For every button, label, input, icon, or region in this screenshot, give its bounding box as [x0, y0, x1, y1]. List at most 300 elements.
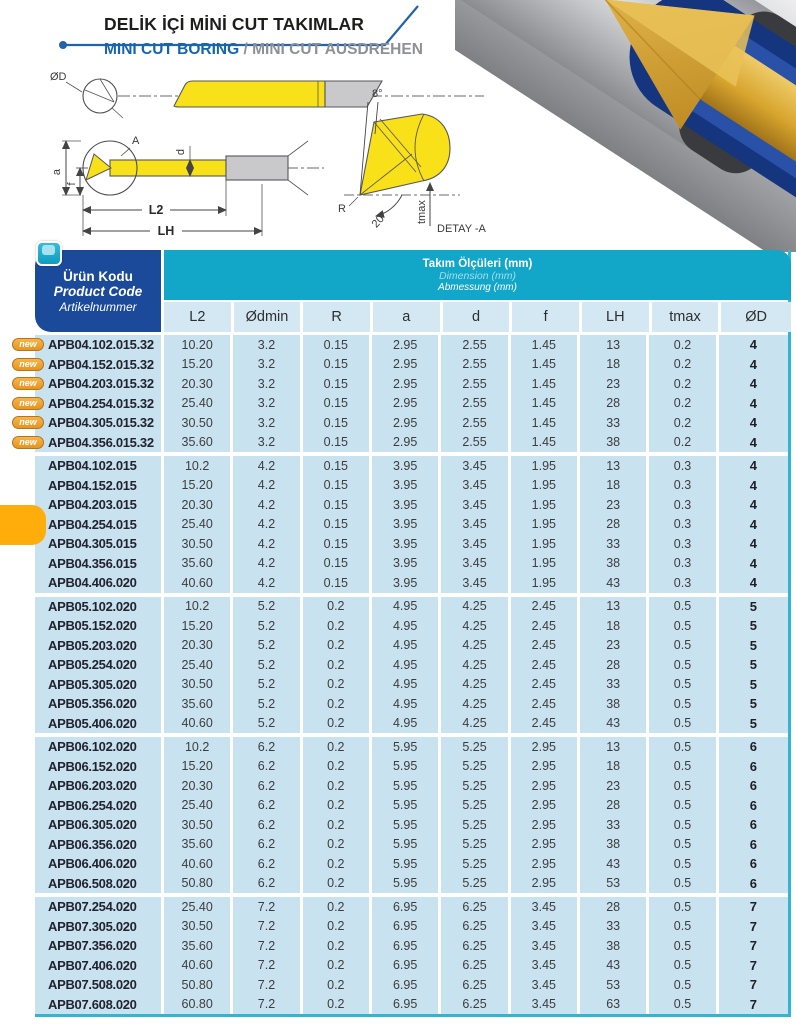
- value-cell-a: 6.95: [372, 975, 441, 995]
- value-cell-ødmin: 5.2: [233, 655, 302, 675]
- value-cell-f: 2.95: [511, 737, 580, 757]
- value-cell-ød: 4: [719, 515, 788, 535]
- value-cell-l2: 10.2: [164, 597, 233, 617]
- value-cell-f: 3.45: [511, 917, 580, 937]
- value-cell-r: 0.15: [303, 335, 372, 355]
- value-cell-lh: 18: [580, 616, 649, 636]
- value-cell-ødmin: 6.2: [233, 776, 302, 796]
- product-header-en: Product Code: [53, 283, 143, 299]
- value-cell-tmax: 0.3: [649, 534, 718, 554]
- value-cell-l2: 25.40: [164, 897, 233, 917]
- value-cell-a: 4.95: [372, 675, 441, 695]
- value-cell-tmax: 0.3: [649, 515, 718, 535]
- value-cell-lh: 28: [580, 796, 649, 816]
- value-cell-tmax: 0.5: [649, 796, 718, 816]
- product-code: APB05.406.020: [48, 715, 137, 731]
- value-cell-ødmin: 5.2: [233, 714, 302, 734]
- value-cell-ød: 5: [719, 616, 788, 636]
- product-code: APB07.356.020: [48, 938, 137, 954]
- value-cell-r: 0.15: [303, 554, 372, 574]
- value-cell-l2: 35.60: [164, 936, 233, 956]
- value-cell-l2: 30.50: [164, 815, 233, 835]
- value-cell-f: 3.45: [511, 956, 580, 976]
- value-cell-ød: 5: [719, 675, 788, 695]
- value-cell-l2: 15.20: [164, 355, 233, 375]
- value-cell-lh: 23: [580, 495, 649, 515]
- value-cell-l2: 35.60: [164, 835, 233, 855]
- value-cell-r: 0.2: [303, 714, 372, 734]
- table-row: [35, 835, 788, 855]
- product-code-cell: [19, 413, 164, 433]
- product-code: APB07.508.020: [48, 977, 137, 993]
- value-cell-ød: 4: [719, 573, 788, 593]
- value-cell-a: 4.95: [372, 616, 441, 636]
- product-code: APB04.203.015: [48, 497, 137, 513]
- value-cell-ød: 4: [719, 374, 788, 394]
- value-cell-ød: 6: [719, 776, 788, 796]
- radius-label: R: [338, 203, 346, 215]
- value-cell-tmax: 0.5: [649, 936, 718, 956]
- value-cell-d: 4.25: [441, 636, 510, 656]
- value-cell-ød: 4: [719, 433, 788, 453]
- table-row: [35, 874, 788, 894]
- product-code-cell: [35, 534, 164, 554]
- value-cell-l2: 15.20: [164, 757, 233, 777]
- product-code-cell: [35, 737, 164, 757]
- value-cell-tmax: 0.3: [649, 554, 718, 574]
- dimension-header-en: Dimension (mm): [438, 269, 516, 282]
- value-cell-ødmin: 3.2: [233, 413, 302, 433]
- value-cell-tmax: 0.5: [649, 854, 718, 874]
- value-cell-d: 4.25: [441, 597, 510, 617]
- product-code: APB07.608.020: [48, 996, 137, 1012]
- value-cell-d: 3.45: [441, 495, 510, 515]
- value-cell-lh: 23: [580, 776, 649, 796]
- value-cell-lh: 33: [580, 815, 649, 835]
- value-cell-f: 3.45: [511, 975, 580, 995]
- product-code-cell: [35, 714, 164, 734]
- value-cell-r: 0.2: [303, 737, 372, 757]
- product-code-cell: [35, 776, 164, 796]
- product-code: APB04.152.015.32: [48, 356, 154, 372]
- value-cell-ød: 7: [719, 897, 788, 917]
- value-cell-lh: 13: [580, 335, 649, 355]
- value-cell-tmax: 0.2: [649, 335, 718, 355]
- value-cell-ødmin: 6.2: [233, 796, 302, 816]
- dim-l2-label: L2: [148, 203, 164, 217]
- value-cell-f: 2.45: [511, 597, 580, 617]
- value-cell-d: 3.45: [441, 573, 510, 593]
- dimension-header-tr: Takım Ölçüleri (mm): [422, 257, 533, 270]
- product-code-cell: [35, 917, 164, 937]
- value-cell-tmax: 0.3: [649, 495, 718, 515]
- value-cell-d: 5.25: [441, 854, 510, 874]
- dimension-header: [164, 250, 791, 300]
- value-cell-a: 2.95: [372, 374, 441, 394]
- column-header-odmin: Ødmin: [234, 302, 304, 332]
- value-cell-r: 0.2: [303, 995, 372, 1015]
- value-cell-r: 0.2: [303, 815, 372, 835]
- value-cell-ød: 7: [719, 975, 788, 995]
- value-cell-ød: 5: [719, 636, 788, 656]
- value-cell-tmax: 0.5: [649, 655, 718, 675]
- value-cell-r: 0.2: [303, 975, 372, 995]
- product-code: APB05.254.020: [48, 657, 137, 673]
- value-cell-lh: 33: [580, 675, 649, 695]
- value-cell-lh: 28: [580, 515, 649, 535]
- value-cell-d: 5.25: [441, 815, 510, 835]
- product-code: APB06.356.020: [48, 836, 137, 852]
- product-code-cell: [35, 815, 164, 835]
- value-cell-d: 2.55: [441, 374, 510, 394]
- value-cell-ødmin: 3.2: [233, 374, 302, 394]
- page-subtitle: [104, 41, 423, 59]
- value-cell-tmax: 0.3: [649, 573, 718, 593]
- value-cell-f: 2.95: [511, 815, 580, 835]
- product-code-cell: [35, 573, 164, 593]
- value-cell-d: 6.25: [441, 956, 510, 976]
- value-cell-l2: 25.40: [164, 655, 233, 675]
- product-code: APB06.508.020: [48, 875, 137, 891]
- value-cell-lh: 38: [580, 433, 649, 453]
- value-cell-a: 2.95: [372, 433, 441, 453]
- value-cell-tmax: 0.3: [649, 456, 718, 476]
- value-cell-ød: 7: [719, 995, 788, 1015]
- value-cell-d: 3.45: [441, 456, 510, 476]
- value-cell-ød: 5: [719, 694, 788, 714]
- product-code-cell: [19, 374, 164, 394]
- value-cell-r: 0.2: [303, 796, 372, 816]
- value-cell-r: 0.15: [303, 413, 372, 433]
- value-cell-lh: 13: [580, 597, 649, 617]
- table-row: [35, 456, 788, 476]
- new-badge: new: [12, 436, 44, 449]
- value-cell-r: 0.15: [303, 476, 372, 496]
- product-code: APB05.152.020: [48, 618, 137, 634]
- value-cell-l2: 40.60: [164, 956, 233, 976]
- value-cell-d: 4.25: [441, 616, 510, 636]
- value-cell-lh: 53: [580, 975, 649, 995]
- value-cell-r: 0.15: [303, 573, 372, 593]
- value-cell-d: 2.55: [441, 335, 510, 355]
- value-cell-ød: 5: [719, 655, 788, 675]
- value-cell-ød: 6: [719, 737, 788, 757]
- value-cell-ødmin: 7.2: [233, 956, 302, 976]
- table-row: [35, 534, 788, 554]
- value-cell-r: 0.2: [303, 956, 372, 976]
- detail-marker-label: A: [132, 135, 140, 147]
- value-cell-ød: 7: [719, 936, 788, 956]
- value-cell-a: 3.95: [372, 456, 441, 476]
- product-code: APB04.356.015.32: [48, 434, 154, 450]
- value-cell-tmax: 0.2: [649, 413, 718, 433]
- od-label: ØD: [50, 71, 67, 83]
- table-row: [35, 476, 788, 496]
- value-cell-lh: 33: [580, 413, 649, 433]
- value-cell-ødmin: 5.2: [233, 597, 302, 617]
- value-cell-l2: 10.2: [164, 456, 233, 476]
- value-cell-a: 2.95: [372, 394, 441, 414]
- column-header-f: f: [512, 302, 582, 332]
- value-cell-l2: 20.30: [164, 495, 233, 515]
- subtitle-german: MINI CUT AUSDREHEN: [252, 41, 423, 58]
- value-cell-ødmin: 4.2: [233, 534, 302, 554]
- product-header-de: Artikelnummer: [59, 299, 137, 314]
- value-cell-a: 5.95: [372, 757, 441, 777]
- value-cell-f: 1.95: [511, 573, 580, 593]
- value-cell-ød: 4: [719, 335, 788, 355]
- product-code-cell: [35, 995, 164, 1015]
- product-code: APB06.102.020: [48, 739, 137, 755]
- value-cell-a: 4.95: [372, 694, 441, 714]
- value-cell-ødmin: 5.2: [233, 694, 302, 714]
- product-code-cell: [35, 936, 164, 956]
- dim-a-label: a: [51, 168, 63, 176]
- value-cell-ødmin: 4.2: [233, 476, 302, 496]
- product-code-cell: [19, 394, 164, 414]
- clip-tab-icon: [36, 241, 62, 266]
- product-code-cell: [19, 355, 164, 375]
- value-cell-a: 3.95: [372, 554, 441, 574]
- product-code: APB04.305.015: [48, 536, 137, 552]
- value-cell-f: 1.45: [511, 433, 580, 453]
- value-cell-d: 2.55: [441, 413, 510, 433]
- value-cell-a: 6.95: [372, 995, 441, 1015]
- value-cell-r: 0.2: [303, 776, 372, 796]
- product-code-cell: [35, 874, 164, 894]
- value-cell-lh: 43: [580, 956, 649, 976]
- product-code: APB07.305.020: [48, 918, 137, 934]
- value-cell-l2: 35.60: [164, 433, 233, 453]
- value-cell-lh: 18: [580, 757, 649, 777]
- value-cell-r: 0.15: [303, 374, 372, 394]
- value-cell-f: 1.45: [511, 394, 580, 414]
- page-title: DELİK İÇİ MİNİ CUT TAKIMLAR: [104, 14, 364, 34]
- product-code: APB05.356.020: [48, 696, 137, 712]
- table-row: [35, 616, 788, 636]
- new-badge: new: [12, 377, 44, 390]
- value-cell-d: 4.25: [441, 694, 510, 714]
- value-cell-ødmin: 5.2: [233, 636, 302, 656]
- dim-f-label: f: [66, 182, 78, 186]
- value-cell-lh: 38: [580, 554, 649, 574]
- value-cell-a: 3.95: [372, 495, 441, 515]
- value-cell-r: 0.2: [303, 597, 372, 617]
- table-row: [35, 995, 788, 1015]
- table-row: [35, 737, 788, 757]
- value-cell-l2: 40.60: [164, 854, 233, 874]
- value-cell-d: 2.55: [441, 433, 510, 453]
- table-row: [35, 597, 788, 617]
- value-cell-d: 5.25: [441, 796, 510, 816]
- value-cell-d: 5.25: [441, 835, 510, 855]
- value-cell-f: 1.45: [511, 374, 580, 394]
- value-cell-tmax: 0.5: [649, 714, 718, 734]
- table-row: [35, 573, 788, 593]
- column-header-lh: LH: [582, 302, 652, 332]
- column-header-l2: L2: [164, 302, 234, 332]
- subtitle-english: MINI CUT BORING: [104, 41, 240, 58]
- dimension-table: [19, 250, 791, 1017]
- table-row: [35, 917, 788, 937]
- value-cell-d: 6.25: [441, 936, 510, 956]
- value-cell-f: 2.95: [511, 757, 580, 777]
- table-row: [35, 796, 788, 816]
- value-cell-d: 3.45: [441, 476, 510, 496]
- value-cell-l2: 20.30: [164, 374, 233, 394]
- value-cell-f: 3.45: [511, 995, 580, 1015]
- value-cell-ød: 5: [719, 597, 788, 617]
- value-cell-ød: 4: [719, 495, 788, 515]
- product-code-cell: [35, 636, 164, 656]
- value-cell-a: 2.95: [372, 335, 441, 355]
- value-cell-tmax: 0.2: [649, 355, 718, 375]
- value-cell-lh: 13: [580, 456, 649, 476]
- value-cell-tmax: 0.5: [649, 995, 718, 1015]
- value-cell-lh: 28: [580, 897, 649, 917]
- value-cell-tmax: 0.5: [649, 616, 718, 636]
- page-index-tab: [0, 505, 46, 545]
- value-cell-ødmin: 7.2: [233, 975, 302, 995]
- value-cell-ødmin: 4.2: [233, 573, 302, 593]
- column-header-r: R: [303, 302, 373, 332]
- table-row: [35, 975, 788, 995]
- value-cell-f: 2.95: [511, 796, 580, 816]
- value-cell-lh: 23: [580, 374, 649, 394]
- value-cell-l2: 10.2: [164, 737, 233, 757]
- table-row: [35, 776, 788, 796]
- value-cell-ødmin: 3.2: [233, 355, 302, 375]
- value-cell-f: 1.95: [511, 495, 580, 515]
- value-cell-lh: 38: [580, 835, 649, 855]
- value-cell-ød: 7: [719, 956, 788, 976]
- table-row: [35, 714, 788, 734]
- value-cell-d: 6.25: [441, 917, 510, 937]
- value-cell-l2: 25.40: [164, 515, 233, 535]
- value-cell-a: 5.95: [372, 815, 441, 835]
- product-code-cell: [35, 975, 164, 995]
- value-cell-r: 0.2: [303, 917, 372, 937]
- value-cell-ød: 6: [719, 815, 788, 835]
- value-cell-f: 2.95: [511, 854, 580, 874]
- value-cell-r: 0.15: [303, 456, 372, 476]
- value-cell-ødmin: 6.2: [233, 757, 302, 777]
- value-cell-lh: 23: [580, 636, 649, 656]
- value-cell-f: 1.95: [511, 534, 580, 554]
- angle-8-label: 8°: [372, 88, 383, 100]
- value-cell-tmax: 0.5: [649, 815, 718, 835]
- value-cell-f: 2.95: [511, 874, 580, 894]
- value-cell-ød: 4: [719, 355, 788, 375]
- value-cell-ød: 6: [719, 874, 788, 894]
- table-row: [35, 636, 788, 656]
- value-cell-ødmin: 6.2: [233, 737, 302, 757]
- value-cell-l2: 60.80: [164, 995, 233, 1015]
- value-cell-ødmin: 7.2: [233, 936, 302, 956]
- value-cell-r: 0.2: [303, 897, 372, 917]
- value-cell-d: 4.25: [441, 655, 510, 675]
- value-cell-tmax: 0.2: [649, 374, 718, 394]
- product-code: APB06.305.020: [48, 817, 137, 833]
- value-cell-ødmin: 6.2: [233, 874, 302, 894]
- value-cell-ød: 5: [719, 714, 788, 734]
- value-cell-r: 0.15: [303, 495, 372, 515]
- value-cell-l2: 20.30: [164, 776, 233, 796]
- value-cell-r: 0.15: [303, 355, 372, 375]
- value-cell-tmax: 0.5: [649, 897, 718, 917]
- product-code-cell: [35, 796, 164, 816]
- value-cell-tmax: 0.5: [649, 956, 718, 976]
- new-badge: new: [12, 358, 44, 371]
- value-cell-d: 2.55: [441, 394, 510, 414]
- tmax-label: tmax: [416, 200, 428, 224]
- product-code-cell: [35, 956, 164, 976]
- table-body: [19, 335, 788, 1014]
- value-cell-l2: 30.50: [164, 917, 233, 937]
- product-code-cell: [35, 515, 164, 535]
- new-badge: new: [12, 416, 44, 429]
- value-cell-lh: 13: [580, 737, 649, 757]
- value-cell-lh: 38: [580, 694, 649, 714]
- table-row: [19, 433, 788, 453]
- value-cell-lh: 53: [580, 874, 649, 894]
- value-cell-a: 5.95: [372, 874, 441, 894]
- value-cell-l2: 35.60: [164, 694, 233, 714]
- value-cell-a: 4.95: [372, 597, 441, 617]
- product-code-cell: [35, 554, 164, 574]
- value-cell-lh: 43: [580, 573, 649, 593]
- product-code: APB04.203.015.32: [48, 376, 154, 392]
- value-cell-tmax: 0.5: [649, 917, 718, 937]
- value-cell-d: 4.25: [441, 714, 510, 734]
- value-cell-l2: 20.30: [164, 636, 233, 656]
- value-cell-f: 1.95: [511, 456, 580, 476]
- value-cell-ødmin: 4.2: [233, 515, 302, 535]
- value-cell-f: 1.95: [511, 515, 580, 535]
- product-code: APB05.305.020: [48, 676, 137, 692]
- product-code-cell: [35, 655, 164, 675]
- angle-20-label: 20°: [369, 209, 390, 231]
- product-code: APB06.254.020: [48, 797, 137, 813]
- value-cell-ød: 6: [719, 854, 788, 874]
- product-code: APB06.203.020: [48, 778, 137, 794]
- value-cell-ødmin: 6.2: [233, 835, 302, 855]
- value-cell-ødmin: 4.2: [233, 456, 302, 476]
- value-cell-tmax: 0.5: [649, 694, 718, 714]
- value-cell-l2: 35.60: [164, 554, 233, 574]
- table-row: [35, 854, 788, 874]
- value-cell-ødmin: 7.2: [233, 897, 302, 917]
- value-cell-d: 3.45: [441, 554, 510, 574]
- value-cell-d: 6.25: [441, 897, 510, 917]
- value-cell-r: 0.15: [303, 433, 372, 453]
- product-code-cell: [35, 694, 164, 714]
- product-code: APB04.406.020: [48, 575, 137, 591]
- product-code-cell: [35, 495, 164, 515]
- value-cell-f: 3.45: [511, 936, 580, 956]
- table-header: [35, 250, 788, 335]
- product-code-cell: [35, 757, 164, 777]
- value-cell-l2: 25.40: [164, 796, 233, 816]
- value-cell-r: 0.2: [303, 757, 372, 777]
- product-code: APB04.356.015: [48, 555, 137, 571]
- value-cell-a: 2.95: [372, 413, 441, 433]
- value-cell-ødmin: 5.2: [233, 616, 302, 636]
- value-cell-d: 2.55: [441, 355, 510, 375]
- value-cell-l2: 10.20: [164, 335, 233, 355]
- product-code-cell: [35, 854, 164, 874]
- value-cell-a: 3.95: [372, 573, 441, 593]
